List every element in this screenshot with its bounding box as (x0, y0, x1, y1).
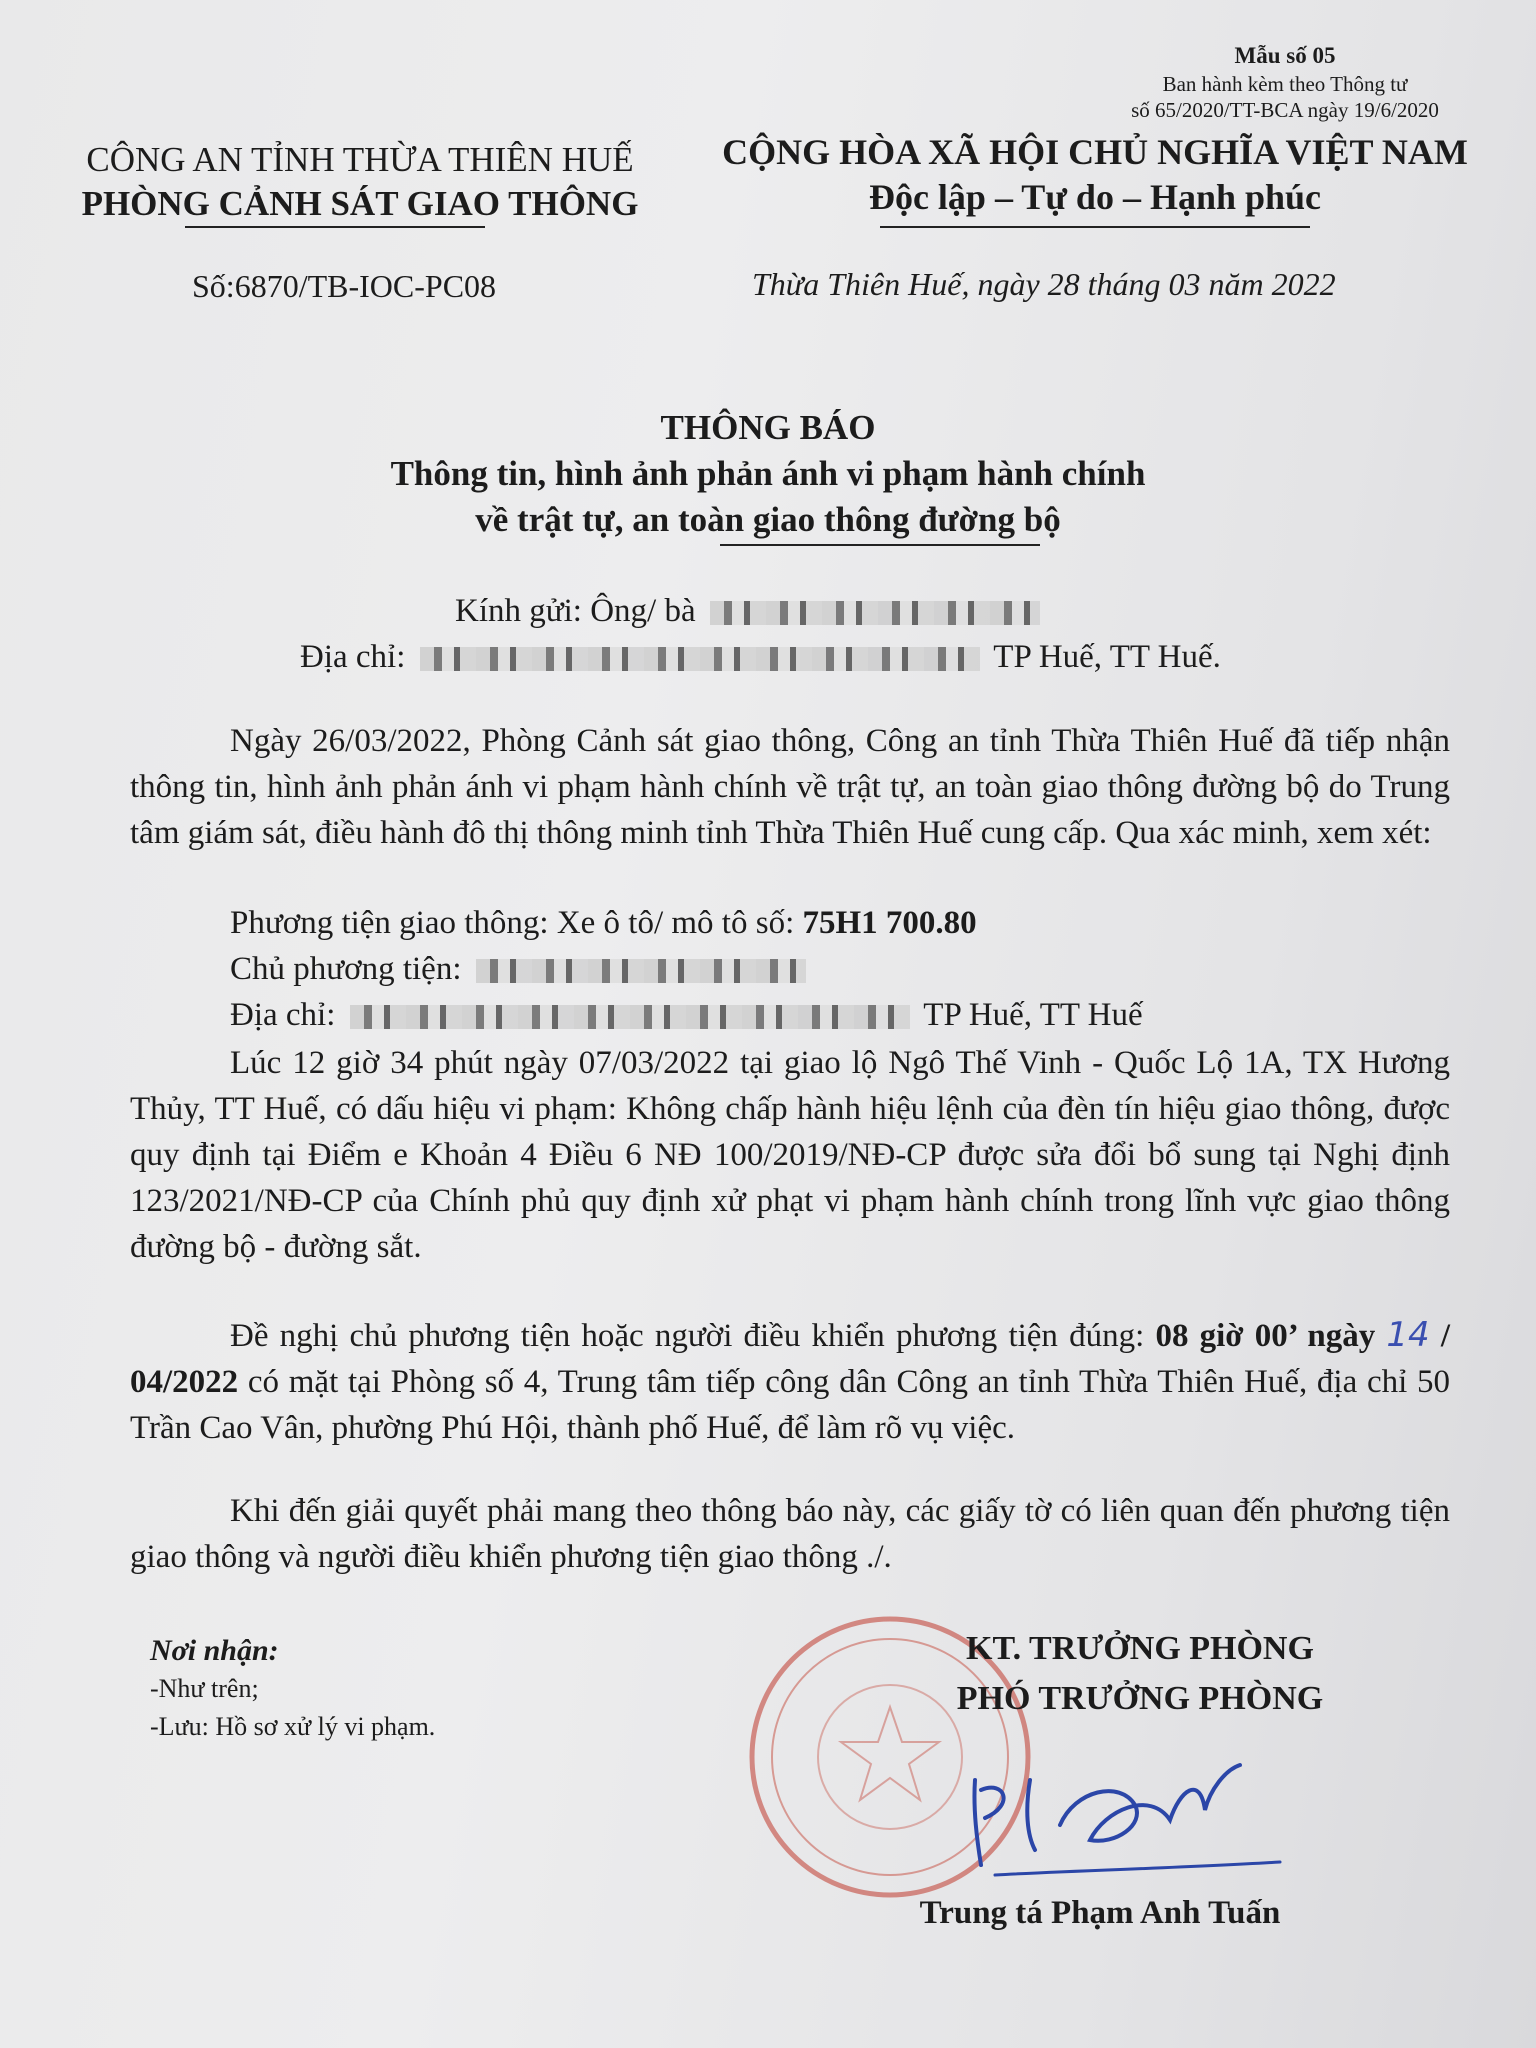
agency-name: CÔNG AN TỈNH THỪA THIÊN HUẾ (86, 140, 634, 179)
nation-name: CỘNG HÒA XÃ HỘI CHỦ NGHĨA VIỆT NAM (722, 132, 1468, 172)
title-main: THÔNG BÁO (660, 408, 876, 447)
recipients-item-1: -Như trên; (150, 1674, 259, 1703)
recipients-item-2 (150, 1708, 435, 1746)
notice-title (0, 405, 1536, 544)
vehicle-info (230, 900, 1143, 1038)
paragraph-2 (130, 1040, 1450, 1270)
nation-header (685, 130, 1505, 220)
title-line3: về trật tự, an toàn giao thông đường bộ (475, 500, 1061, 540)
paragraph-4-text: Khi đến giải quyết phải mang theo thông báo này, các giấy tờ có liên quan đến phương tiện giao thông và người điều khiển phương tiện giao thông ./. (130, 1493, 1450, 1575)
title-line2: Thông tin, hình ảnh phản ánh vi phạm hành chính (390, 454, 1146, 494)
motto-underline (880, 226, 1310, 228)
form-number-block (1085, 42, 1485, 123)
paragraph-2-text: Lúc 12 giờ 34 phút ngày 07/03/2022 tại giao lộ Ngô Thế Vinh - Quốc Lộ 1A, TX Hương Thủy, TT Huế, có dấu hiệu vi phạm: Không chấp hành hiệu lệnh của đèn tín hiệu giao thông, được quy định tại Điểm e Khoản 4 Điều 6 NĐ 100/2019/NĐ-CP được sửa đổi bổ sung tại Nghị định 123/2021/NĐ-CP của Chính phủ quy định xử phạt vi phạm hành chính trong lĩnh vực giao thông đường bộ - đường sắt. (130, 1045, 1450, 1265)
recipient-line (455, 588, 1046, 634)
appointment-month-year: / 04/2022 (130, 1318, 1451, 1400)
paragraph-3-text (130, 1312, 1450, 1451)
form-number: Mẫu số 05 (1234, 43, 1336, 68)
document-number: Số:6870/TB-IOC-PC08 (192, 268, 497, 304)
recipient-address-tail: TP Huế, TT Huế. (993, 639, 1221, 675)
recipients-item-2-text: Hồ sơ xử lý vi phạm. (215, 1712, 436, 1741)
signature-line-1: KT. TRƯỞNG PHÒNG (966, 1630, 1314, 1667)
salutation: Kính gửi: Ông/ bà (455, 593, 696, 629)
signer-name: Trung tá Phạm Anh Tuấn (919, 1895, 1281, 1931)
place-date: Thừa Thiên Huế, ngày 28 tháng 03 năm 2022 (752, 266, 1336, 302)
owner-address-tail: TP Huế, TT Huế (923, 997, 1143, 1033)
owner-label: Chủ phương tiện: (230, 951, 462, 987)
recipients-list (150, 1632, 435, 1746)
form-issued-line1: Ban hành kèm theo Thông tư (1162, 71, 1408, 96)
paragraph-4 (130, 1488, 1450, 1580)
redacted-owner-address (350, 1005, 910, 1029)
agency-underline (185, 226, 485, 228)
paragraph-3-rest: có mặt tại Phòng số 4, Trung tâm tiếp công dân Công an tỉnh Thừa Thiên Huế, địa chỉ 50 Trần Cao Vân, phường Phú Hội, thành phố Huế, để làm rõ vụ việc. (130, 1364, 1450, 1446)
form-issued-line2: số 65/2020/TT-BCA ngày 19/6/2020 (1131, 98, 1439, 122)
paragraph-1-text: Ngày 26/03/2022, Phòng Cảnh sát giao thông, Công an tỉnh Thừa Thiên Huế đã tiếp nhận thông tin, hình ảnh phản ánh vi phạm hành chính về trật tự, an toàn giao thông đường bộ do Trung tâm giám sát, điều hành đô thị thông minh tỉnh Thừa Thiên Huế cung cấp. Qua xác minh, xem xét: (130, 723, 1450, 851)
appointment-time: 08 giờ 00’ ngày (1155, 1318, 1376, 1354)
owner-address-line (230, 992, 1143, 1038)
paragraph-3 (130, 1312, 1450, 1451)
agency-header (40, 138, 680, 226)
vehicle-label: Phương tiện giao thông: Xe ô tô/ mô tô số: (230, 905, 795, 941)
department-name: PHÒNG CẢNH SÁT GIAO THÔNG (81, 183, 639, 223)
redacted-owner (476, 959, 806, 983)
handwritten-day: 14 (1386, 1315, 1430, 1355)
paragraph-1 (130, 718, 1450, 856)
motto: Độc lập – Tự do – Hạnh phúc (868, 177, 1322, 217)
paragraph-3-start: Đề nghị chủ phương tiện hoặc người điều khiển phương tiện đúng: (230, 1318, 1145, 1354)
vehicle-line (230, 900, 1143, 946)
redacted-address (420, 647, 980, 671)
recipient-address-line (300, 634, 1221, 680)
redacted-name (710, 601, 1040, 625)
signature-title-block (880, 1624, 1400, 1724)
vehicle-plate: 75H1 700.80 (802, 905, 977, 941)
recipients-heading: Nơi nhận: (150, 1634, 279, 1667)
recipient-address-label: Địa chỉ: (300, 639, 406, 675)
title-underline (720, 544, 1040, 546)
recipients-item-2-prefix: -Lưu: (150, 1712, 209, 1741)
signature-line-2: PHÓ TRƯỞNG PHÒNG (956, 1680, 1324, 1717)
handwritten-signature (955, 1750, 1285, 1880)
owner-line (230, 946, 1143, 992)
owner-address-label: Địa chỉ: (230, 997, 336, 1033)
